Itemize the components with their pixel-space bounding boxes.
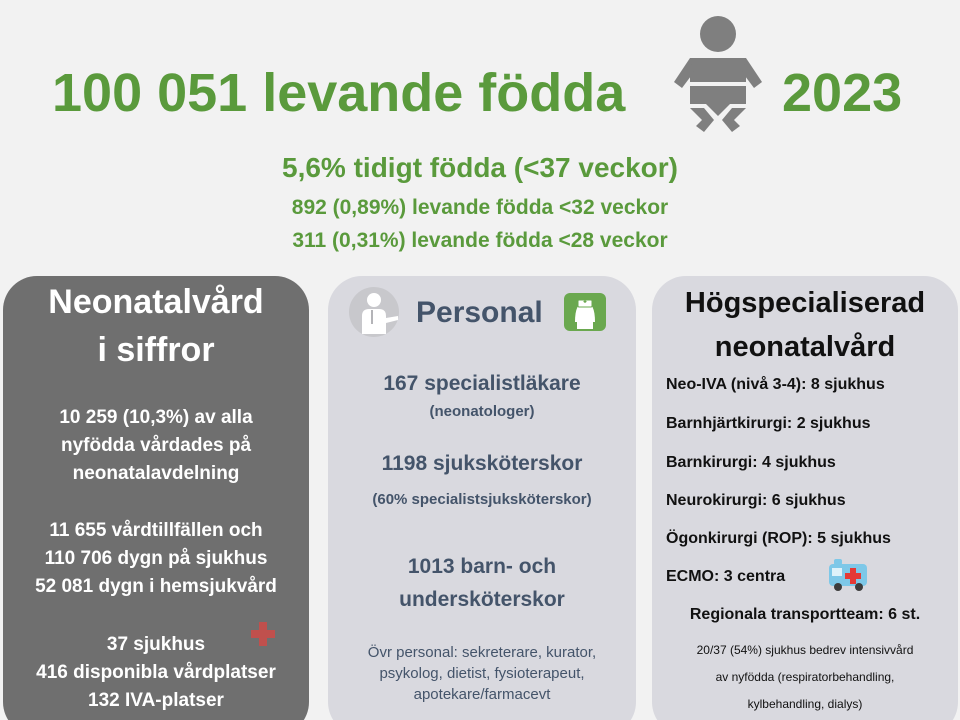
assistant-nurses: 1013 barn- och undersköterskor <box>399 555 565 611</box>
specialist-doctors: 167 specialistläkare <box>383 372 581 395</box>
care-days-block: 11 655 vårdtillfällen och 110 706 dygn på sjukhus 52 081 dygn i hemsjukvård <box>35 520 277 597</box>
transport-teams: Regionala transportteam: 6 st. <box>689 606 921 623</box>
specialist-doctors-note: (neonatologer) <box>429 403 535 420</box>
preterm-rate: 5,6% tidigt födda (<37 veckor) <box>282 152 678 183</box>
panel-heading: Högspecialiserad neonatalvård <box>684 287 926 363</box>
doctor-icon <box>348 286 404 338</box>
ambulance-icon <box>828 558 868 592</box>
intensive-care-footnote: 20/37 (54%) sjukhus bedrev intensivvård av nyfödda (respiratorbehandling, kylbehandling, dialys) <box>696 643 914 711</box>
page-title: 100 051 levande födda <box>52 63 626 123</box>
red-cross-icon <box>250 621 276 647</box>
list-item: Barnhjärtkirurgi: 2 sjukhus <box>666 415 871 432</box>
list-item: Barnkirurgi: 4 sjukhus <box>666 454 836 471</box>
staff-panel <box>328 276 636 720</box>
hospitals-block: 37 sjukhus 416 disponibla vårdplatser 132 IVA-platser <box>36 634 276 711</box>
nurse-icon <box>563 292 607 332</box>
other-staff: Övr personal: sekreterare, kurator, psykolog, dietist, fysioterapeut, apotekare/farmacevt <box>367 644 597 703</box>
nurses: 1198 sjuksköterskor <box>381 452 583 475</box>
nurses-note: (60% specialistsjuksköterskor) <box>372 491 592 508</box>
specialized-care-panel <box>652 276 958 720</box>
care-share-block: 10 259 (10,3%) av alla nyfödda vårdades på neonatalavdelning <box>59 407 253 484</box>
list-item: ECMO: 3 centra <box>666 568 786 585</box>
baby-icon <box>668 12 768 140</box>
births-under-28: 311 (0,31%) levande födda <28 veckor <box>292 229 668 252</box>
neonatal-stats-panel <box>3 276 309 720</box>
births-under-32: 892 (0,89%) levande födda <32 veckor <box>291 196 669 219</box>
list-item: Neo-IVA (nivå 3-4): 8 sjukhus <box>666 376 885 393</box>
list-item: Ögonkirurgi (ROP): 5 sjukhus <box>666 530 891 547</box>
year-label: 2023 <box>782 63 903 123</box>
panel-heading: Neonatalvård i siffror <box>48 283 264 369</box>
list-item: Neurokirurgi: 6 sjukhus <box>666 492 846 509</box>
panel-heading: Personal <box>416 296 543 329</box>
